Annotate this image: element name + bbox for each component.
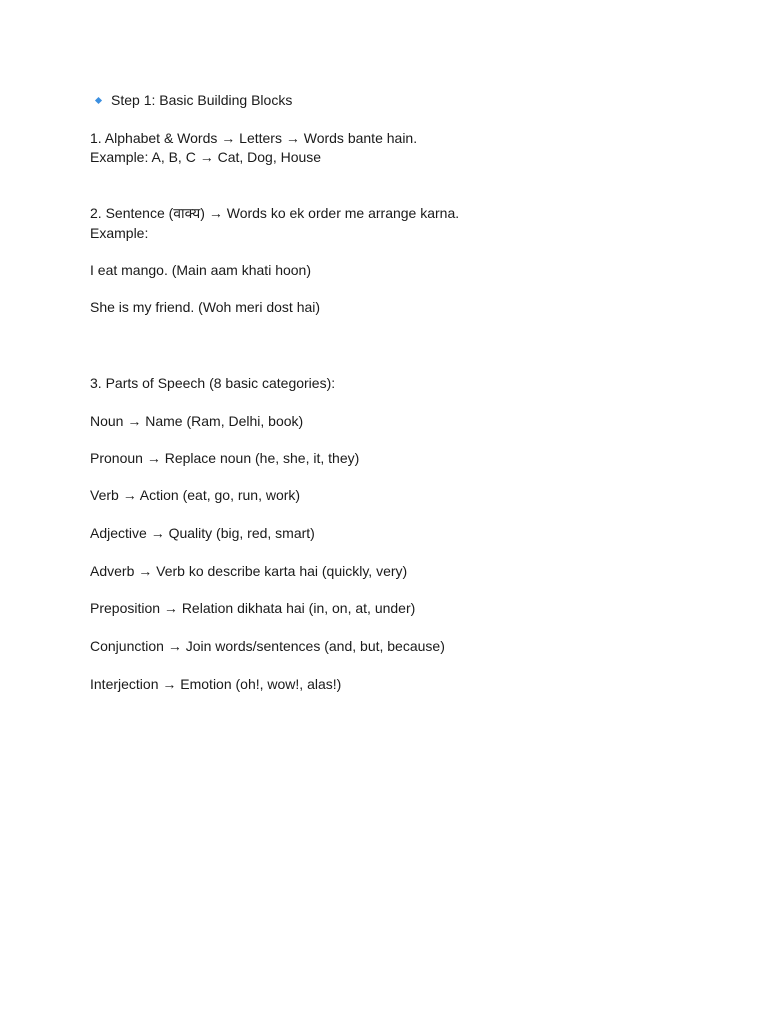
pos-interjection: Interjection → Emotion (oh!, wow!, alas!) xyxy=(90,676,342,692)
pos-conjunction: Conjunction → Join words/sentences (and, but, because) xyxy=(90,638,445,654)
section2-example-2: She is my friend. (Woh meri dost hai) xyxy=(90,299,321,315)
pos-adverb: Adverb → Verb ko describe karta hai (quickly, very) xyxy=(90,563,408,579)
section2-example-1: I eat mango. (Main aam khati hoon) xyxy=(90,262,312,278)
diamond-bullet-icon xyxy=(95,97,102,104)
pos-adjective: Adjective → Quality (big, red, smart) xyxy=(90,525,315,541)
pos-verb: Verb → Action (eat, go, run, work) xyxy=(90,487,301,503)
pos-pronoun: Pronoun → Replace noun (he, she, it, they) xyxy=(90,450,360,466)
step-heading xyxy=(96,91,292,109)
pos-preposition: Preposition → Relation dikhata hai (in, on, at, under) xyxy=(90,600,416,616)
section3-title: 3. Parts of Speech (8 basic categories): xyxy=(90,375,336,391)
section1-title: 1. Alphabet & Words → Letters → Words bante hain. xyxy=(90,130,418,146)
pos-noun: Noun → Name (Ram, Delhi, book) xyxy=(90,413,304,429)
section2-title: 2. Sentence (वाक्य) → Words ko ek order me arrange karna. xyxy=(90,205,460,221)
section2-example-label: Example: xyxy=(90,225,149,241)
step-heading-text: Step 1: Basic Building Blocks xyxy=(111,92,293,108)
section1-example: Example: A, B, C → Cat, Dog, House xyxy=(90,149,322,165)
